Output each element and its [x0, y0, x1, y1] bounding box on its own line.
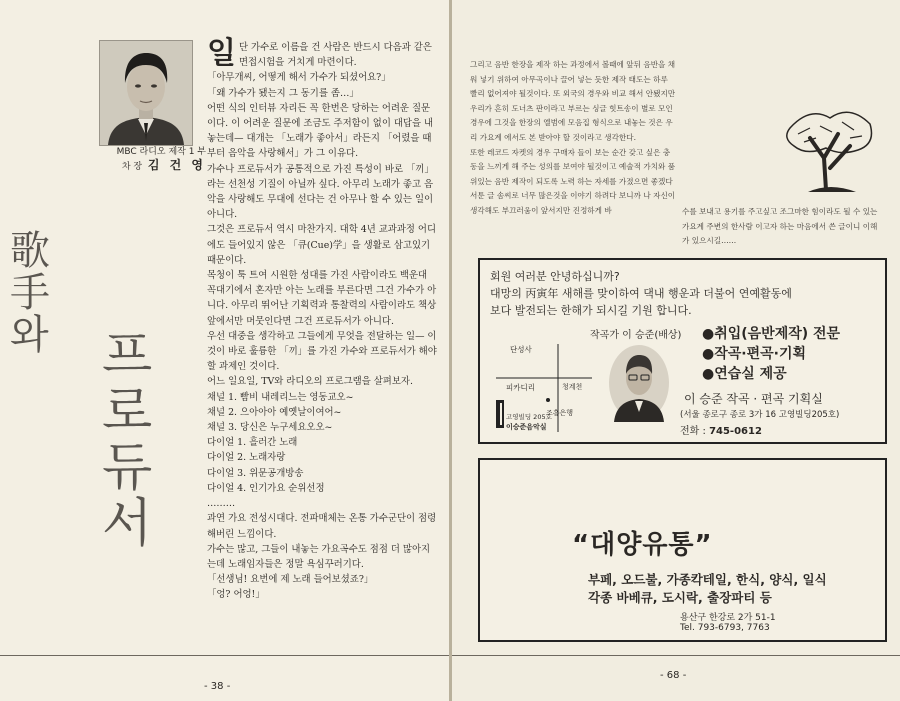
article-paragraph: 「엉? 어엉!」 — [207, 589, 265, 601]
left-page-number: - 38 - — [204, 681, 231, 692]
article-paragraph: 그것은 프로듀서 역시 마찬가지. 대학 4년 교과과정 어디에도 들어있지 않은 「큐(Cue)学」을 생활로 삼고있기 때문이다. — [207, 224, 437, 266]
phone-number: 745-0612 — [709, 426, 762, 437]
catering-advertisement — [478, 458, 887, 642]
catering-address: 용산구 한강로 2가 51-1 — [680, 613, 776, 623]
article-paragraph: 목청이 툭 트여 시원한 성대를 가진 사람이라도 백운대 꼭대기에서 혼자만 아는 노래를 부른다면 그건 가수가 아니다. 아무리 뛰어난 기획력과 통찰력의 사람이라도 책상 앞에서만 머뭇인다면 그건 프로듀서가 아니다. — [207, 270, 437, 327]
company-phone — [680, 422, 762, 437]
article-paragraph: 우선 대중을 생각하고 그들에게 무엇을 전달하는 일— 이것이 바로 훌륭한 「끼」를 가진 가수와 프로듀서가 해야할 과제인 것이다. — [207, 330, 437, 373]
right-page-number: - 68 - — [660, 670, 687, 681]
catering-phone: Tel. 793-6793, 7763 — [680, 623, 770, 633]
continued-article — [470, 58, 676, 219]
author-name: 김 건 영 — [147, 158, 206, 172]
author-photo — [99, 40, 193, 146]
map-label: 고영빌딩 205호 — [506, 413, 552, 421]
service-item: ●취입(음반제작) 전문 — [702, 326, 841, 342]
title-char: 듀 — [102, 438, 153, 498]
author-title: 차 장 — [121, 162, 143, 172]
catering-name: “대양유통” — [572, 530, 713, 560]
composer-photo — [608, 344, 670, 422]
map-label: 이승준음악실 — [506, 423, 547, 431]
title-char: 手 — [10, 270, 50, 316]
company-name: 이 승준 작곡 · 편곡 기획실 — [684, 392, 823, 406]
article-paragraph: 그리고 음반 한장을 제작 하는 과정에서 볼때에 앞뒤 음반을 채워 넣기 위하여 아무곡이나 끌어 넣는 듯한 제작 태도는 하루 빨리 없어져야 될것이다. 또 외국의 경우와 비교 해서 안됐지만 우리가 흔히 도너츠 판이라고 부르는 싱글 힛트송이 별로 모인 경우에 그것을 한장의 엘범에 모음집 형식으로 내놓는 것은 우리 가요계 에서도 본 받아야 할 것이라고 생각한다. — [470, 60, 676, 142]
article-paragraph: 채널 1. 빰비 내레리느는 영동교오~ — [207, 391, 354, 403]
author-org: MBC 라디오 제작 1 부 — [116, 147, 206, 157]
article-paragraph: 「왜 가수가 됐는지 그 동기를 좀…」 — [207, 87, 359, 99]
title-char: 서 — [102, 494, 153, 554]
greeting-line: 보다 발전되는 한해가 되시길 기원 합니다. — [490, 304, 692, 317]
title-part-1 — [10, 230, 50, 356]
catering-menu-line: 부페, 오드불, 가종칵테일, 한식, 양식, 일식 — [588, 572, 827, 587]
author-caption — [96, 146, 206, 174]
ad-greeting — [490, 268, 880, 319]
article-paragraph: 과연 가요 전성시대다. 전파매체는 온통 가수군단이 점령해버린 느낌이다. — [207, 513, 437, 540]
article-paragraph: 다이얼 1. 흘러간 노래 — [207, 437, 298, 449]
composer-advertisement — [478, 258, 887, 444]
article-paragraph: 단 가수로 이름을 건 사람은 반드시 다음과 같은 면접시험을 거치게 마련이다. — [238, 42, 432, 69]
article-paragraph: ……… — [207, 498, 236, 510]
location-map — [486, 340, 596, 436]
service-item: ●작곡·편곡·기획 — [702, 346, 806, 362]
right-footer-rule — [452, 655, 900, 656]
article-paragraph: 또한 레코드 자켓의 경우 구매자 들이 보는 순간 갖고 싶은 충동을 느끼게 해 주는 성의를 보여야 될것이고 예술적 가치와 품위있는 음반 제작이 되도록 노력 하는 자세를 가졌으면 좋겠다 서툰 글 솜씨로 너무 많은것을 이야기 하려다 보니까 나 자신이 생각해도 부끄러움이 앞서지만 진정하게 바 — [470, 147, 676, 215]
composer-name: 작곡가 이 승준(배상) — [590, 330, 682, 341]
article-paragraph: 다이얼 2. 노래자랑 — [207, 452, 286, 464]
article-body — [207, 36, 439, 603]
article-paragraph: 어떤 식의 인터뷰 자리든 꼭 한번은 당하는 어려운 질문이다. 이 어려운 질문에 조금도 주저함이 없이 대답을 내놓는데— 대개는 「노래가 좋아서」라든지 「어렸을 때부터 음악을 사랑해서」가 그 이유다. — [207, 102, 434, 160]
continued-article-end: 수를 보내고 용기를 주고싶고 조그마한 힘이라도 될 수 있는 가요계 주변의 한사람 이고자 하는 마음에서 쓴 글이니 이해가 있으시길…… — [682, 207, 878, 246]
catering-menu-line: 각종 바베큐, 도시락, 출장파티 등 — [588, 590, 772, 605]
map-label: 피카디리 — [506, 383, 535, 392]
article-paragraph: 채널 2. 으아아아 예옛날이여어~ — [207, 406, 342, 418]
tree-illustration — [780, 98, 880, 198]
article-paragraph: 다이얼 4. 인기가요 순위선정 — [207, 482, 325, 494]
article-paragraph: 어느 일요일, TV와 라디오의 프로그램을 살펴보자. — [207, 376, 413, 388]
greeting-line: 회원 여러분 안녕하십니까? — [490, 270, 620, 283]
company-address: (서울 종로구 종로 3가 16 고영빌딩205호) — [680, 410, 840, 420]
article-paragraph: 「아무개씨, 어떻게 해서 가수가 되셨어요?」 — [207, 72, 391, 84]
service-item: ●연습실 제공 — [702, 366, 787, 382]
title-char: 로 — [102, 382, 153, 442]
greeting-line: 대망의 丙寅年 새해를 맞이하여 댁내 행운과 더불어 연예활동에 — [490, 287, 792, 300]
service-list — [702, 324, 882, 384]
title-char: 프 — [102, 326, 153, 386]
article-paragraph: 가수나 프로듀서가 공통적으로 가진 특성이 바로 「끼」라는 선천성 기질이 아닐까 싶다. 아무리 노래가 좋고 음악을 사랑해도 무대에 선다는 건 아무나 할 수 있는 일이 아니다. — [207, 163, 434, 221]
phone-label: 전화 : — [680, 426, 706, 437]
left-footer-rule — [0, 655, 449, 656]
article-paragraph: 다이얼 3. 위문공개방송 — [207, 467, 304, 479]
article-paragraph: 가수는 많고, 그들이 내놓는 가요곡수도 점점 더 많아지는데 노래임자들은 정말 욕심꾸러기다. — [207, 543, 431, 570]
map-label: 청계천 — [562, 383, 583, 391]
article-paragraph: 채널 3. 당신은 누구세요오오~ — [207, 422, 333, 434]
article-paragraph: 「선생님! 요번에 제 노래 들어보셨죠?」 — [207, 574, 374, 586]
map-label: 조흥은행 — [546, 409, 574, 417]
title-char: 歌 — [10, 228, 50, 274]
map-label: 단성사 — [510, 345, 532, 354]
title-char: 와 — [10, 312, 49, 358]
drop-cap: 일 — [207, 36, 236, 71]
title-part-2 — [102, 328, 162, 552]
